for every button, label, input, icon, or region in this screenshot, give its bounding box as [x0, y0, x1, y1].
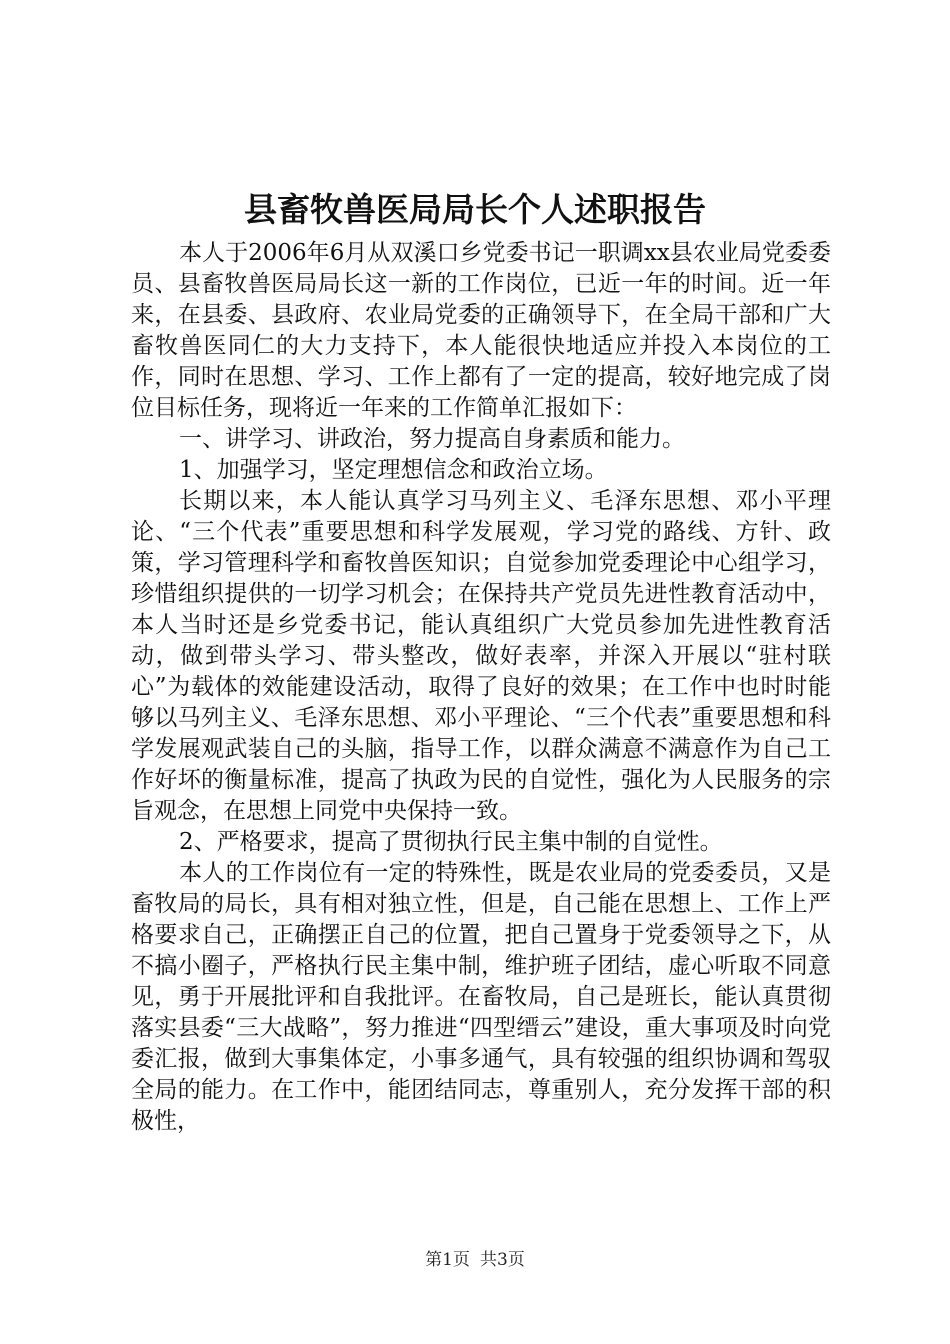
paragraph-study: 长期以来，本人能认真学习马列主义、毛泽东思想、邓小平理论、“三个代表”重要思想和科学发展观，学习党的路线、方针、政策，学习管理科学和畜牧兽医知识；自觉参加党委理论中心组学习，珍惜组织提供的一切学习机会；在保持共产党员先进性教育活动中，本人当时还是乡党委书记，能认真组织广大党员参加先进性教育活动，做到带头学习、带头整改，做好表率，并深入开展以“驻村联心”为载体的效能建设活动，取得了良好的效果；在工作中也时时能够以马列主义、毛泽东思想、邓小平理论、“三个代表”重要思想和科学发展观武装自己的头脑，指导工作，以群众满意不满意作为自己工作好坏的衡量标准，提高了执政为民的自觉性，强化为人民服务的宗旨观念，在思想上同党中央保持一致。 — [131, 488, 831, 824]
paragraph-intro: 本人于2006年6月从双溪口乡党委书记一职调xx县农业局党委委员、县畜牧兽医局局长这一新的工作岗位，已近一年的时间。近一年来，在县委、县政府、农业局党委的正确领导下，在全局干部和广大畜牧兽医同仁的大力支持下，本人能很快地适应并投入本岗位的工作，同时在思想、学习、工作上都有了一定的提高，较好地完成了岗位目标任务，现将近一年来的工作简单汇报如下： — [131, 240, 831, 421]
document-title: 县畜牧兽医局局长个人述职报告 — [244, 190, 706, 229]
subsection-heading-1: 1、加强学习，坚定理想信念和政治立场。 — [179, 457, 608, 483]
section-heading-1: 一、讲学习、讲政治，努力提高自身素质和能力。 — [179, 426, 685, 452]
paragraph-discipline: 本人的工作岗位有一定的特殊性，既是农业局的党委委员，又是畜牧局的局长，具有相对独立性，但是，自己能在思想上、工作上严格要求自己，正确摆正自己的位置，把自己置身于党委领导之下，从不搞小圈子，严格执行民主集中制，维护班子团结，虚心听取不同意见，勇于开展批评和自我批评。在畜牧局，自己是班长，能认真贯彻落实县委“三大战略”，努力推进“四型缙云”建设，重大事项及时向党委汇报，做到大事集体定，小事多通气，具有较强的组织协调和驾驭全局的能力。在工作中，能团结同志，尊重别人，充分发挥干部的积极性， — [131, 860, 831, 1134]
page-total: 共3页 — [480, 1250, 525, 1270]
page-number: 第1页 — [425, 1250, 470, 1270]
subsection-heading-2: 2、严格要求，提高了贯彻执行民主集中制的自觉性。 — [179, 829, 723, 855]
document-body — [131, 238, 831, 1137]
page-footer — [0, 1245, 950, 1270]
